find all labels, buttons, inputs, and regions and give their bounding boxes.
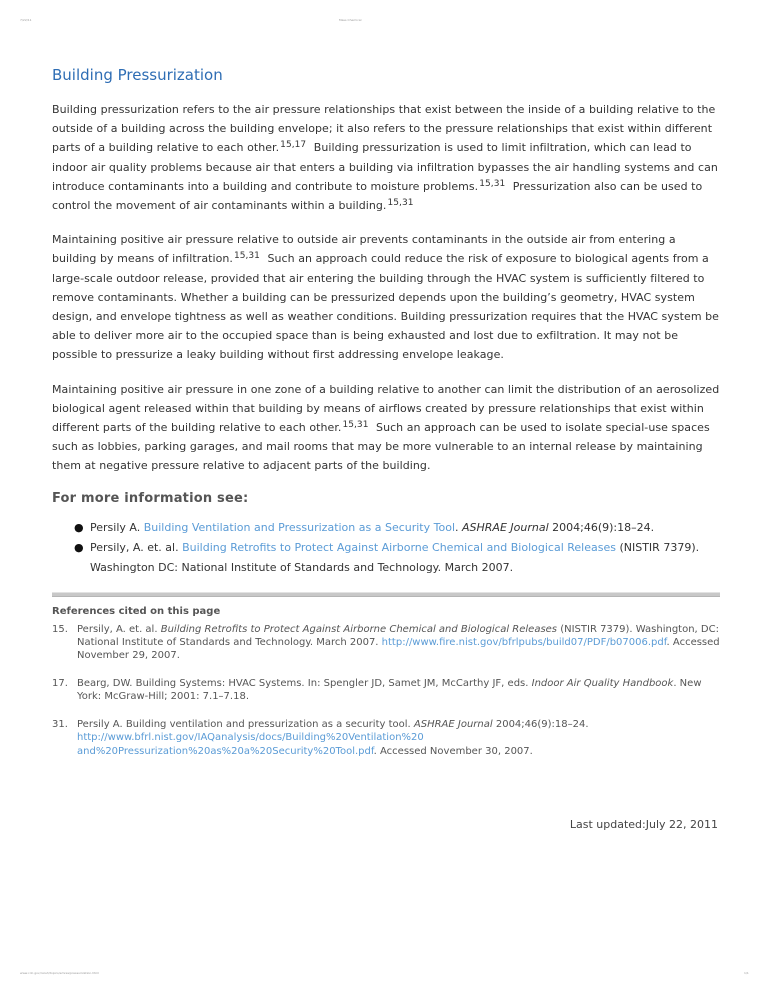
reference-url-link[interactable]: http://www.bfrl.nist.gov/IAQanalysis/docs/Building%20Ventilation%20 and%20Pressurization%20as%20a%20Security%20Tool.pdf bbox=[77, 732, 424, 757]
reference-accessed: . Accessed November 30, 2007. bbox=[373, 745, 533, 757]
main-content bbox=[52, 66, 720, 772]
print-header-title: Mass Chemical bbox=[339, 18, 362, 22]
bullet-icon: ● bbox=[74, 540, 84, 554]
reference-authors: Persily, A. et. al. bbox=[77, 623, 158, 635]
paragraph-text: Such an approach could reduce the risk of exposure to biological agents from a large-scale outdoor release, provided that air entering the building through the HVAC system is sufficiently filtered to remove contaminants. Whether a building can be pressurized depends upon the building’s geometry, HVAC system design, and envelope tightness as well as weather conditions. Building pressurization requires that the HVAC system be able to deliver more air to the occupied space than is being exhausted and lost due to exfiltration. It may not be possible to pressurize a leaky building without first addressing envelope leakage. bbox=[52, 252, 720, 362]
reference-accessed: . Accessed November 29, 2007. bbox=[77, 637, 720, 662]
bullet-icon: ● bbox=[74, 520, 84, 534]
reference-title: Building Retrofits to Protect Against Airborne Chemical and Biological Releases bbox=[160, 623, 558, 635]
page-title: Building Pressurization bbox=[52, 66, 223, 84]
reference-details: . New York: McGraw-Hill; 2001: 7.1–7.18. bbox=[77, 677, 702, 703]
paragraph-text: Such an approach can be used to isolate special-use spaces such as lobbies, parking garages, and mail rooms that may be more vulnerable to an internal release by maintaining them at negative pressure relative to adjacent parts of the building. bbox=[52, 421, 710, 473]
citation-superscript: 15,31 bbox=[479, 178, 506, 189]
citation-superscript: 15,31 bbox=[342, 420, 369, 431]
item-punctuation: . bbox=[455, 520, 459, 534]
list-item bbox=[74, 538, 720, 578]
print-footer-url: www.cdc.gov/niosh/topics/emres/pressurization.html bbox=[20, 971, 100, 975]
item-author: Persily A. bbox=[90, 520, 141, 534]
building-retrofits-link[interactable]: Building Retrofits to Protect Against Airborne Chemical and Biological Releases bbox=[182, 540, 616, 554]
paragraph-definition bbox=[52, 100, 720, 215]
paragraph-text: Maintaining positive air pressure relative to outside air prevents contaminants in the outside air from entering a building by means of infiltration. bbox=[52, 233, 676, 266]
print-header-date: 7/22/11 bbox=[20, 18, 32, 22]
reference-number: 31. bbox=[52, 718, 68, 730]
citation-superscript: 15,31 bbox=[387, 198, 414, 209]
paragraph-zones bbox=[52, 380, 720, 476]
item-citation: (NISTIR 7379). Washington DC: National Institute of Standards and Technology. March 2007. bbox=[90, 540, 700, 574]
reference-title: ASHRAE Journal bbox=[413, 718, 493, 730]
citation-superscript: 15,31 bbox=[233, 251, 260, 262]
references-heading: References cited on this page bbox=[52, 605, 221, 617]
reference-number: 15. bbox=[52, 623, 68, 635]
item-citation: 2004;46(9):18–24. bbox=[552, 520, 655, 534]
paragraph-text: Maintaining positive air pressure in one zone of a building relative to another can limit the distribution of an aerosolized biological agent released within that building by means of airflows created by pressure relationships that exist within different parts of the building relative to each other. bbox=[52, 382, 720, 435]
reference-title: Indoor Air Quality Handbook bbox=[531, 677, 674, 689]
reference-authors: Bearg, DW. Building Systems: HVAC Systems. In: Spengler JD, Samet JM, McCarthy JF, eds. bbox=[77, 677, 529, 689]
reference-authors: Persily A. Building ventilation and pressurization as a security tool. bbox=[77, 718, 411, 730]
citation-superscript: 15,17 bbox=[280, 140, 307, 151]
list-item bbox=[74, 518, 720, 538]
reference-item bbox=[52, 623, 720, 663]
last-updated: Last updated:July 22, 2011 bbox=[569, 818, 718, 831]
paragraph-text: Building pressurization is used to limit infiltration, which can lead to indoor air quality problems because air that enters a building via infiltration bypasses the air handling systems and can introduce contaminants into a building and contribute to moisture problems. bbox=[52, 141, 718, 193]
item-author: Persily, A. et. al. bbox=[90, 540, 179, 554]
more-info-heading: For more information see: bbox=[52, 490, 249, 506]
more-info-list bbox=[52, 518, 720, 578]
reference-details: 2004;46(9):18–24. bbox=[495, 718, 589, 730]
reference-url-link[interactable]: http://www.fire.nist.gov/bfrlpubs/build07/PDF/b07006.pdf bbox=[381, 637, 667, 649]
reference-item bbox=[52, 718, 720, 758]
reference-item bbox=[52, 677, 720, 704]
reference-number: 17. bbox=[52, 677, 68, 689]
paragraph-outside-air bbox=[52, 230, 720, 364]
paragraph-text: Pressurization also can be used to control the movement of air contaminants within a building. bbox=[52, 179, 703, 213]
ventilation-security-tool-link[interactable]: Building Ventilation and Pressurization as a Security Tool bbox=[143, 520, 455, 534]
section-divider bbox=[52, 592, 720, 597]
paragraph-text: Building pressurization refers to the air pressure relationships that exist between the inside of a building relative to the outside of a building across the building envelope; it also refers to the pressure relationships that exist within different parts of a building relative to each other. bbox=[52, 103, 716, 155]
print-footer-page: 1/1 bbox=[744, 971, 749, 975]
item-journal: ASHRAE Journal bbox=[462, 520, 549, 534]
reference-details: (NISTIR 7379). Washington, DC: National Institute of Standards and Technology. March 2007. bbox=[77, 623, 719, 649]
